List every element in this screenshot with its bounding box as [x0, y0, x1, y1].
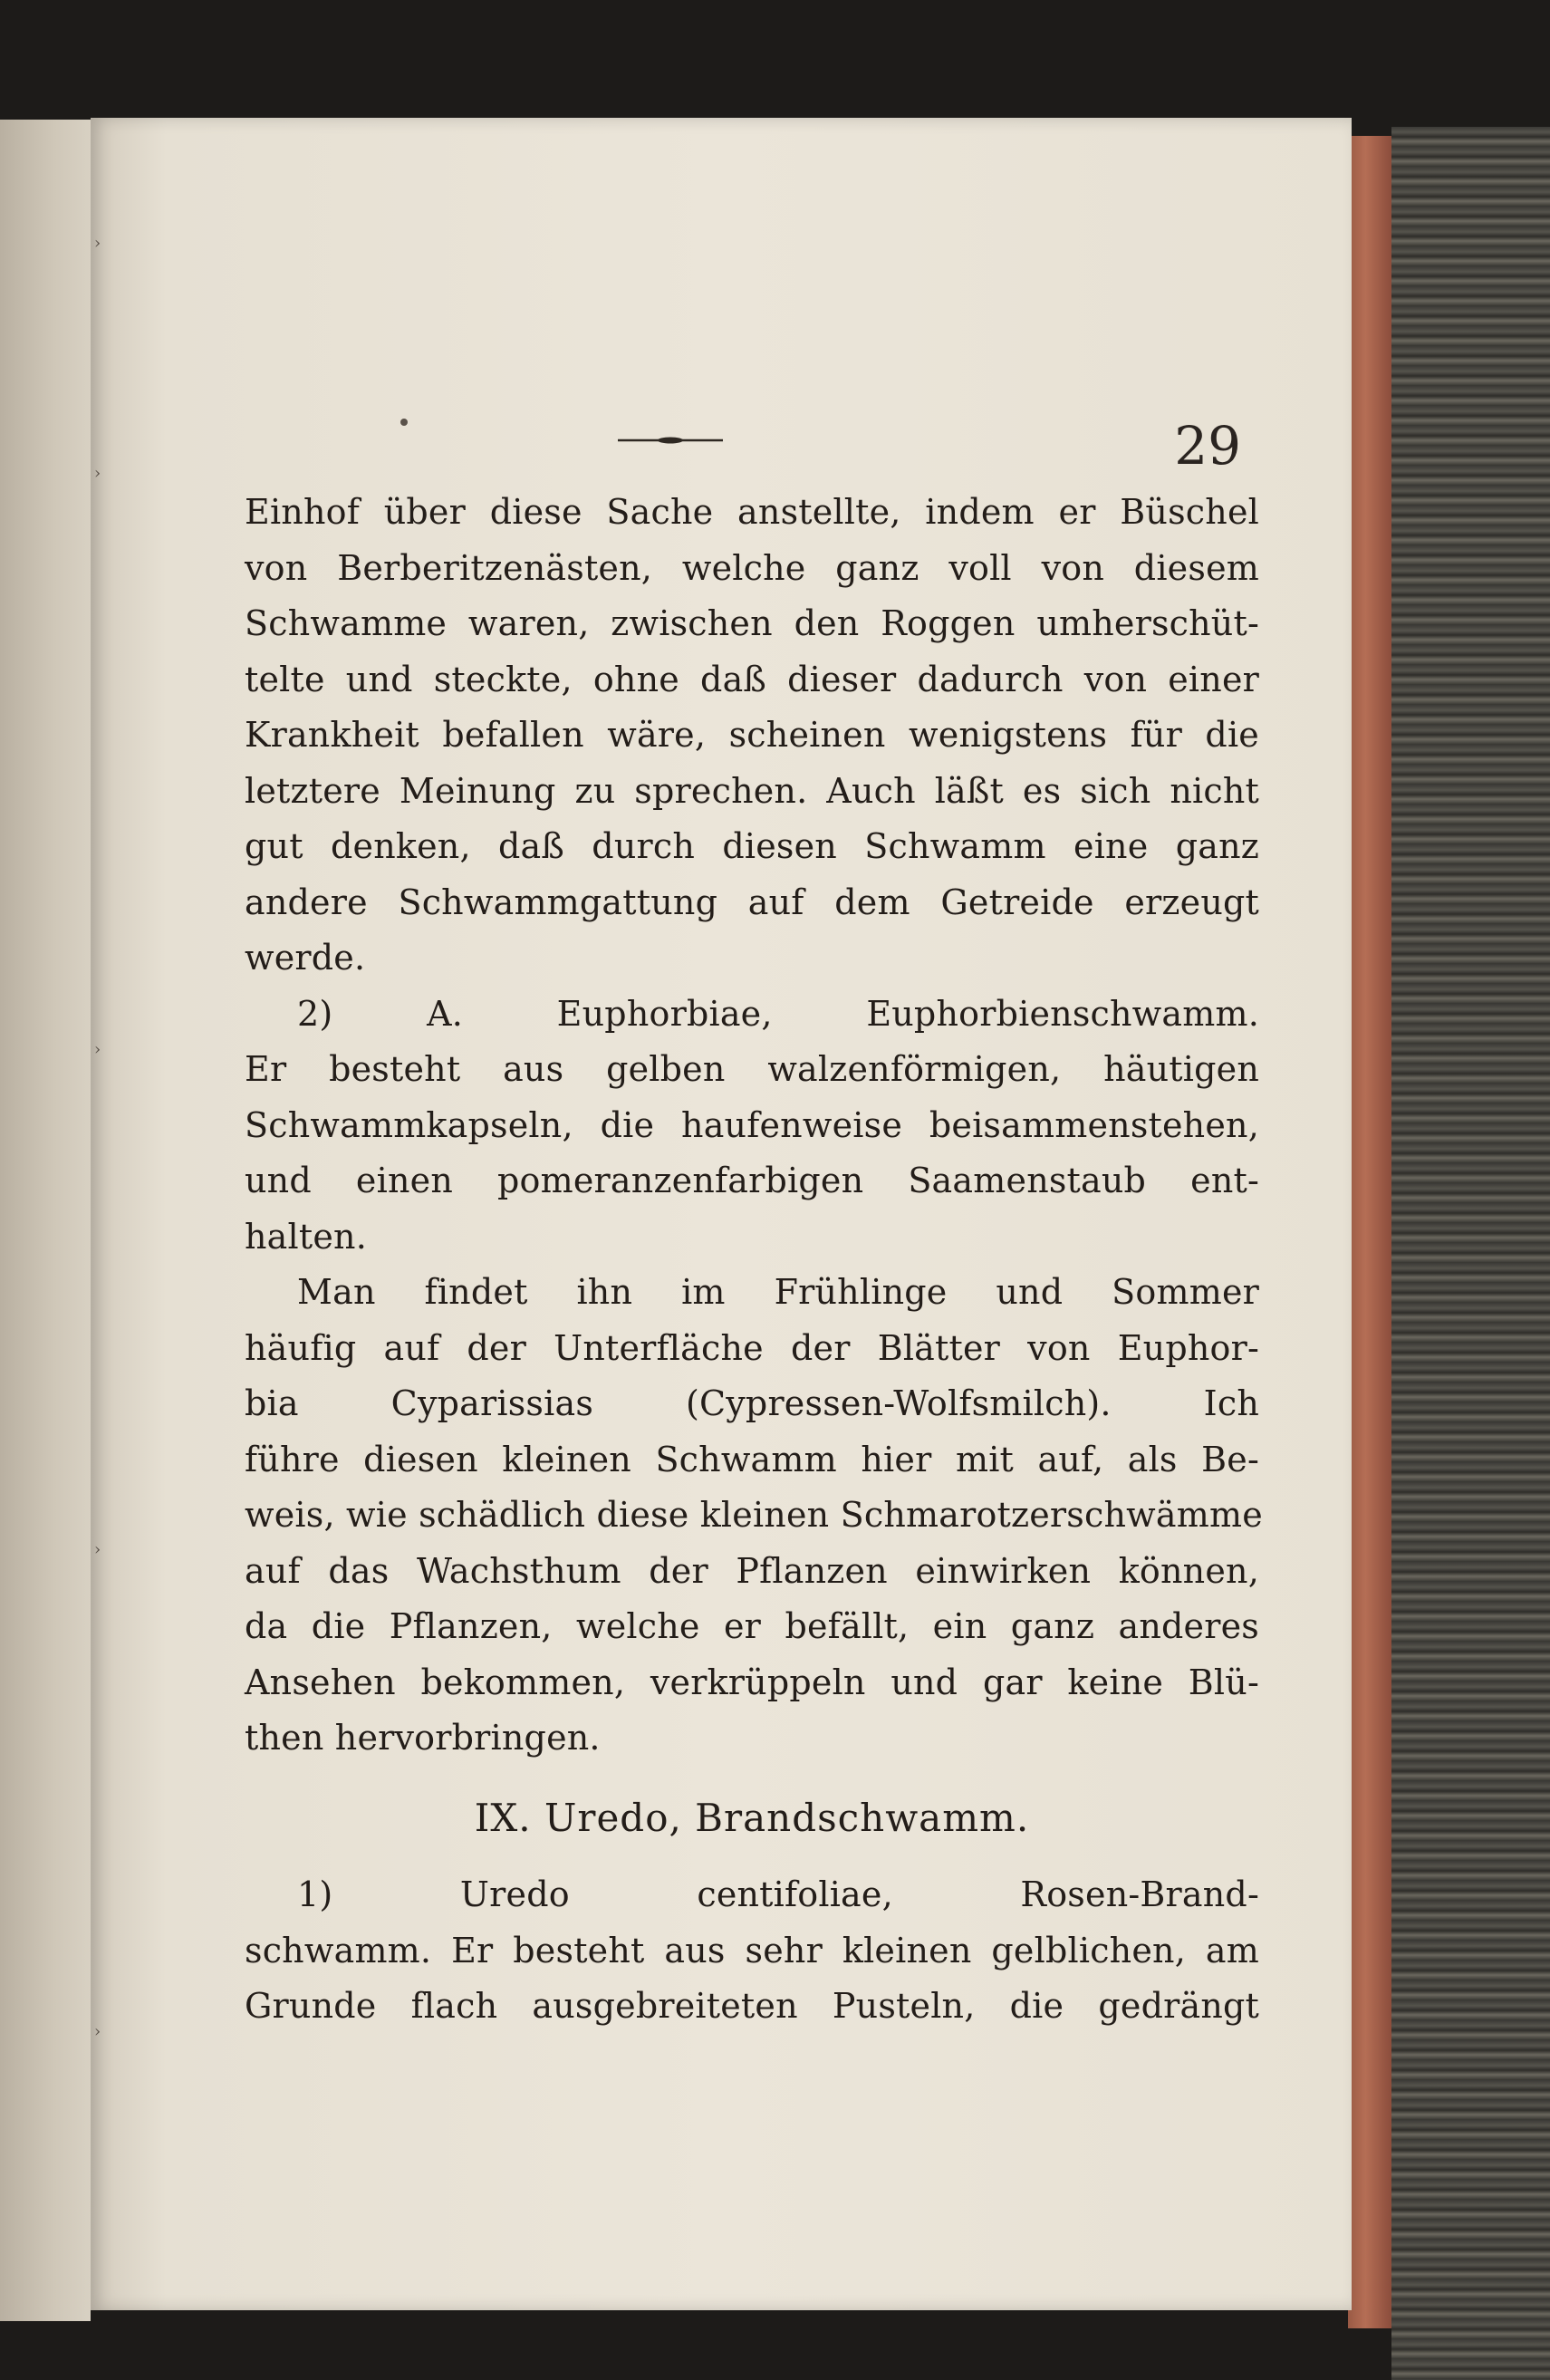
facing-page: [0, 120, 91, 2321]
text-line: Grunde flach ausgebreiteten Pusteln, die gedrängt: [245, 1986, 1259, 2026]
book-page: [91, 118, 1352, 2310]
body-text: [245, 485, 1263, 2035]
text-line: Schwammkapseln, die haufenweise beisammenstehen,: [245, 1104, 1259, 1145]
text-line: Er besteht aus gelben walzenförmigen, häutigen: [245, 1049, 1259, 1089]
text-line: 2) A. Euphorbiae, Euphorbienschwamm.: [297, 993, 1259, 1034]
text-line: 1) Uredo centifoliae, Rosen-Brand-: [297, 1874, 1259, 1914]
text-line: weis, wie schädlich diese kleinen Schmarotzerschwämme: [245, 1495, 1263, 1535]
margin-mark: [94, 464, 103, 473]
text-line: letztere Meinung zu sprechen. Auch läßt es sich nicht: [245, 770, 1259, 811]
ink-dot: [400, 419, 408, 426]
text-line: von Berberitzenästen, welche ganz voll von diesem: [245, 547, 1259, 588]
text-line: Man findet ihn im Frühlinge und Sommer: [297, 1272, 1259, 1312]
margin-mark: [94, 234, 103, 243]
text-line: Krankheit befallen wäre, scheinen wenigstens für die: [245, 715, 1259, 755]
section-heading: IX. Uredo, Brandschwamm.: [474, 1795, 1030, 1840]
page-header: [91, 399, 1352, 480]
text-line: Ansehen bekommen, verkrüppeln und gar keine Blü-: [245, 1662, 1259, 1702]
text-line: da die Pflanzen, welche er befällt, ein ganz anderes: [245, 1606, 1259, 1646]
text-line: schwamm. Er besteht aus sehr kleinen gelblichen, am: [245, 1930, 1259, 1970]
ornament-rule-icon: [616, 435, 725, 446]
margin-mark: [94, 1040, 103, 1049]
text-line: führe diesen kleinen Schwamm hier mit auf, als Be-: [245, 1439, 1259, 1479]
text-line: Schwamme waren, zwischen den Roggen umherschüt-: [245, 603, 1259, 643]
text-line: Einhof über diese Sache anstellte, indem er Büschel: [245, 492, 1259, 532]
margin-mark: [94, 1540, 103, 1549]
text-line: häufig auf der Unterfläche der Blätter von Euphor-: [245, 1327, 1259, 1368]
margin-mark: [94, 2022, 103, 2031]
book-cover-edge: [1391, 127, 1550, 2380]
text-line: halten.: [245, 1216, 367, 1257]
text-line: then hervorbringen.: [245, 1718, 601, 1758]
page-block-edge: [1348, 136, 1391, 2328]
text-line: andere Schwammgattung auf dem Getreide erzeugt: [245, 882, 1259, 922]
text-line: bia Cyparissias (Cypressen-Wolfsmilch). Ich: [245, 1383, 1259, 1423]
text-line: telte und steckte, ohne daß dieser dadurch von einer: [245, 659, 1259, 699]
page-number: 29: [1174, 415, 1241, 477]
text-line: gut denken, daß durch diesen Schwamm eine ganz: [245, 826, 1259, 866]
text-line: werde.: [245, 938, 366, 978]
text-line: und einen pomeranzenfarbigen Saamenstaub ent-: [245, 1161, 1259, 1200]
text-line: auf das Wachsthum der Pflanzen einwirken können,: [245, 1550, 1259, 1591]
